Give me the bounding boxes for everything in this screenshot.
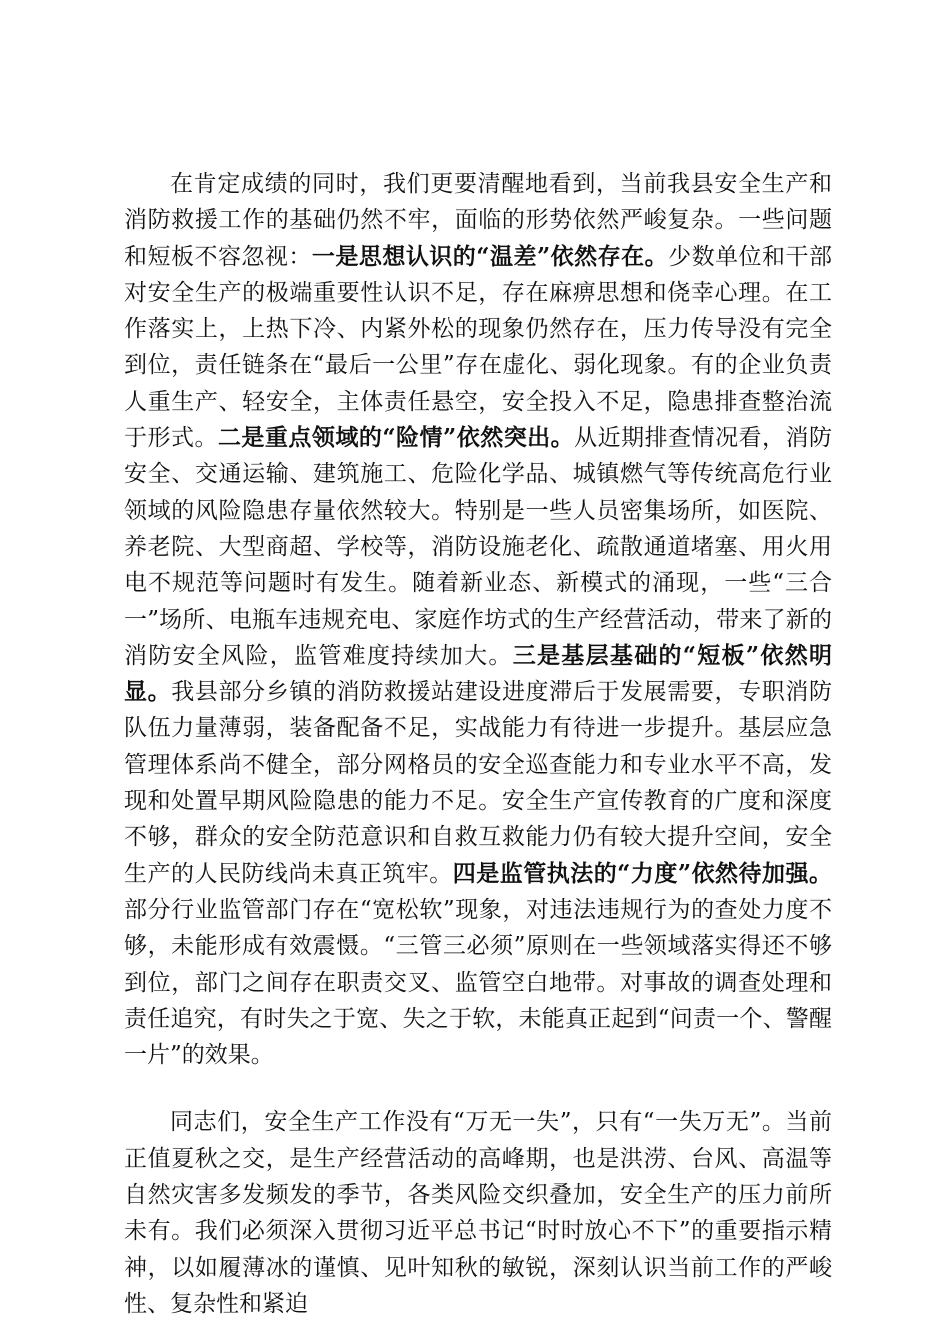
heading-point-two: 二是重点领域的“险情”依然突出。 xyxy=(217,424,575,452)
intro-text: 在肯定成绩的同时，我们更要清醒地看到，当前我县安全生产和消防救援工作的基础仍然不牢，面临的形势依然严峻复杂。一些问题和短板不容忽视： xyxy=(124,171,832,270)
heading-point-four: 四是监管执法的“力度”依然待加强。 xyxy=(452,859,832,887)
point-one-text: 少数单位和干部对安全生产的极端重要性认识不足，存在麻痹思想和侥幸心理。在工作落实上，上热下冷、内紧外松的现象仍然存在，压力传导没有完全到位，责任链条在“最后一公里”存在虚化、弱化现象。有的企业负责人重生产、轻安全，主体责任悬空，安全投入不足，隐患排查整治流于形式。 xyxy=(124,243,832,452)
heading-point-one: 一是思想认识的“温差”依然存在。 xyxy=(311,242,669,270)
call-to-action-text: 同志们，安全生产工作没有“万无一失”，只有“一失万无”。当前正值夏秋之交，是生产经营活动的高峰期，也是洪涝、台风、高温等自然灾害多发频发的季节，各类风险交织叠加，安全生产的压力前所未有。我们必须深入贯彻习近平总书记“时时放心不下”的重要指示精神，以如履薄冰的谨慎、见叶知秋的敏锐，深刻认识当前工作的严峻性、复杂性和紧迫 xyxy=(124,1109,832,1317)
document-page xyxy=(124,166,832,1322)
point-three-text: 我县部分乡镇的消防救援站建设进度滞后于发展需要，专职消防队伍力量薄弱，装备配备不足，实战能力有待进一步提升。基层应急管理体系尚不健全，部分网格员的安全巡查能力和专业水平不高，发现和处置早期风险隐患的能力不足。安全生产宣传教育的广度和深度不够，群众的安全防范意识和自救互救能力仍有较大提升空间，安全生产的人民防线尚未真正筑牢。 xyxy=(124,679,833,887)
paragraph-problems xyxy=(124,166,832,1073)
point-four-text: 部分行业监管部门存在“宽松软”现象，对违法违规行为的查处力度不够，未能形成有效震慑。“三管三必须”原则在一些领域落实得还不够到位，部门之间存在职责交叉、监管空白地带。对事故的调查处理和责任追究，有时失之于宽、失之于软，未能真正起到“问责一个、警醒一片”的效果。 xyxy=(124,896,832,1069)
paragraph-call-to-action xyxy=(124,1104,832,1322)
heading-point-three: 三是基层基础的“短板”依然明显。 xyxy=(124,641,833,706)
point-two-text: 从近期排查情况看，消防安全、交通运输、建筑施工、危险化学品、城镇燃气等传统高危行业领域的风险隐患存量依然较大。特别是一些人员密集场所，如医院、养老院、大型商超、学校等，消防设施老化、疏散通道堵塞、用火用电不规范等问题时有发生。随着新业态、新模式的涌现，一些“三合一”场所、电瓶车违规充电、家庭作坊式的生产经营活动，带来了新的消防安全风险，监管难度持续加大。 xyxy=(124,425,832,669)
